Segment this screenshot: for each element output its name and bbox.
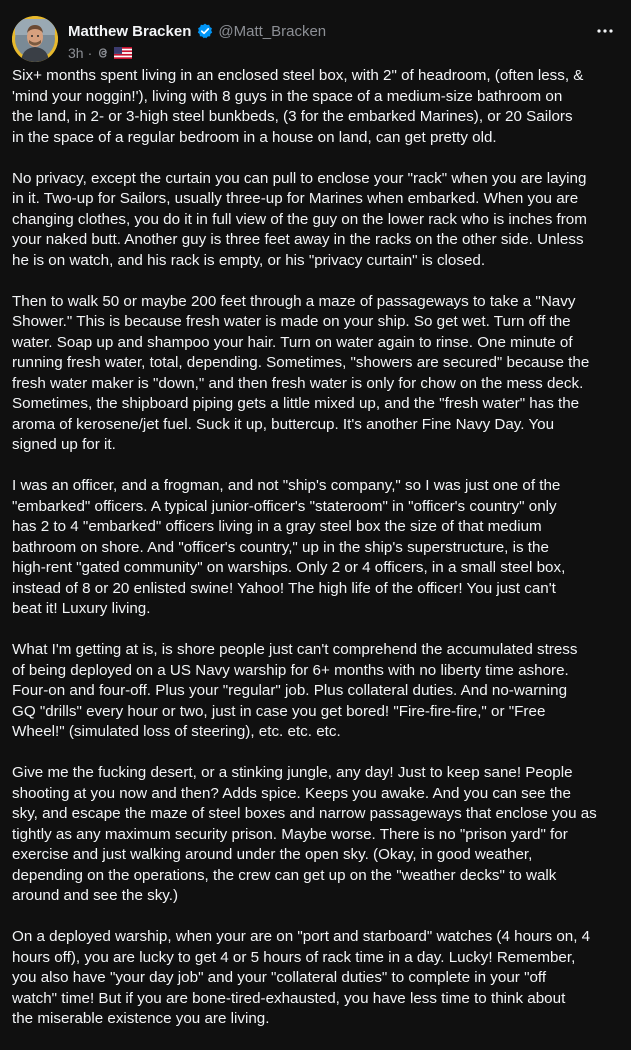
post-paragraph: I was an officer, and a frogman, and not "ship's company," so I was just one of the "embarked" officers. A typical junior-officer's "stateroom" in "officer's country" only has 2 to 4 "embarked" officers living in a gray steel box the size of that medium bathroom on shore. And "officer's country," up in the ship's superstructure, is the high-rent "gated community" on warships. Only 2 or 4 officers, in a small steel box, instead of 8 or 20 enlisted swine! Yahoo! The high life of the officer! You just can't beat it! Luxury living. [12,477,566,617]
verified-badge-icon [197,23,213,39]
post-timestamp[interactable]: 3h [68,45,84,61]
post-paragraph: Then to walk 50 or maybe 200 feet through a maze of passageways to take a "Navy Shower." This is because fresh water is made on your ship. So get wet. Turn off the water. Soap up and shampoo your hair. Turn on water again to rinse. One minute of running fresh water, total, depending. Sometimes, "showers are secured" because the fresh water maker is "down," and then fresh water is only for chow on the mess deck. Sometimes, the shipboard piping gets a little mixed up, and the "fresh water" has the aroma of kerosene/jet fuel. Suck it up, buttercup. It's another Fine Navy Day. You signed up for it. [12,292,590,453]
us-flag-icon [114,47,132,59]
author-handle[interactable]: @Matt_Bracken [218,22,327,40]
post-body [12,66,626,1050]
post-paragraph: Six+ months spent living in an enclosed steel box, with 2" of headroom, (often less, & 'mind your noggin!'), living with 8 guys in the space of a medium-size bathroom on the land, in 2- or 3-high steel bunkbeds, (3 for the embarked Marines), or 20 Sailors in the space of a regular bedroom in a house on land, can get pretty old. [12,67,584,146]
post-paragraph: Give me the fucking desert, or a stinking jungle, any day! Just to keep sane! People shooting at you now and then? Adds spice. Keeps you awake. And you can see the sky, and escape the maze of steel boxes and narrow passageways that enclose you as tightly as any maximum security prison. Maybe worse. There is no "prison yard" for exercise and just walking around under the open sky. (Okay, in good weather, depending on the operations, the crew can get up on the "weather decks" to walk around and see the sky.) [12,764,597,904]
more-horizontal-icon [595,28,615,34]
post-header [68,20,619,64]
threads-icon [96,46,110,60]
post-paragraph: What I'm getting at is, is shore people just can't comprehend the accumulated stress of being deployed on a US Navy warship for 6+ months with no liberty time ashore. Four-on and four-off. Plus your "regular" job. Plus collateral duties. And no-warning GQ "drills" every hour or two, just in case you get bored! "Fire-fire-fire," or "Free Wheel!" (simulated loss of steering), etc. etc. etc. [12,641,578,740]
post-paragraph: No privacy, except the curtain you can pull to enclose your "rack" when you are laying in it. Two-up for Sailors, usually three-up for Marines when embarked. When you are changing clothes, you do it in full view of the guy on the lower rack who is inches from your naked butt. Another guy is three feet away in the racks on the other side. Unless he is on watch, and his rack is empty, or his "privacy curtain" is closed. [12,169,587,269]
more-options-button[interactable] [591,20,619,42]
avatar-photo-icon [12,16,58,62]
author-display-name[interactable]: Matthew Bracken [68,22,192,40]
meta-separator: · [87,45,93,61]
post-paragraph: On a deployed warship, when your are on "port and starboard" watches (4 hours on, 4 hours off), you are lucky to get 4 or 5 hours of rack time in a day. Lucky! Remember, you also have "your day job" and your "collateral duties" to complete in your "off watch" time! But if you are bone-tired-exhausted, you have less time to think about the miserable existence you are living. [12,928,591,1027]
post-meta [68,43,619,63]
author-avatar[interactable] [12,16,58,62]
author-row [68,20,619,42]
